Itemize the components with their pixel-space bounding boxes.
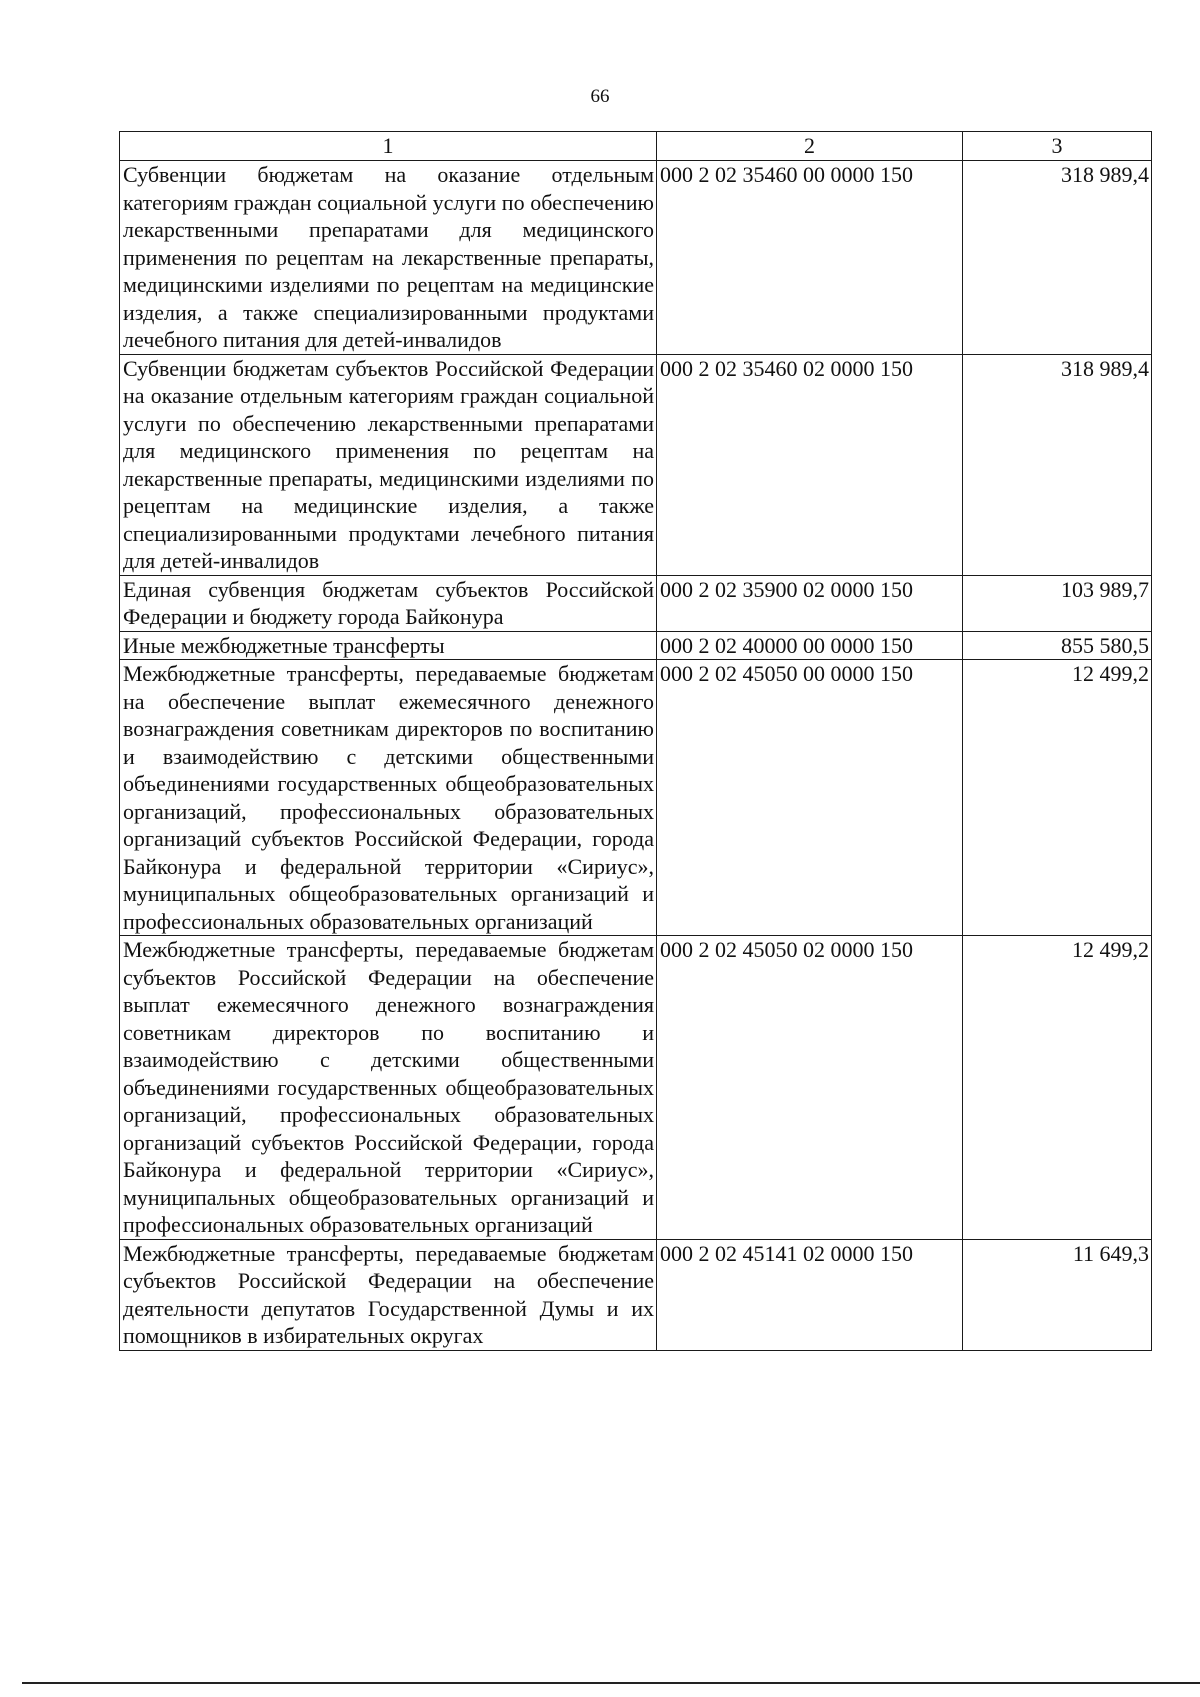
table-header-row	[120, 132, 1152, 161]
row-budget-code: 000 2 02 45141 02 0000 150	[657, 1239, 963, 1350]
row-amount: 318 989,4	[963, 161, 1152, 355]
row-amount: 12 499,2	[963, 660, 1152, 936]
row-budget-code: 000 2 02 45050 00 0000 150	[657, 660, 963, 936]
row-amount: 318 989,4	[963, 354, 1152, 575]
column-header-2: 2	[657, 132, 963, 161]
row-description: Единая субвенция бюджетам субъектов Российской Федерации и бюджету города Байконура	[120, 575, 657, 631]
table-row	[120, 1239, 1152, 1350]
table-row	[120, 660, 1152, 936]
row-description: Межбюджетные трансферты, передаваемые бюджетам субъектов Российской Федерации на обеспечение выплат ежемесячного денежного вознаграждения советникам директоров по воспитанию и взаимодействию с детскими общественными объединениями государственных общеобразовательных организаций, профессиональных образовательных организаций субъектов Российской Федерации, города Байконура и федеральной территории «Сириус», муниципальных общеобразовательных организаций и профессиональных образовательных организаций	[120, 936, 657, 1240]
row-description: Иные межбюджетные трансферты	[120, 631, 657, 660]
row-description: Субвенции бюджетам на оказание отдельным категориям граждан социальной услуги по обеспечению лекарственными препаратами для медицинского применения по рецептам на лекарственные препараты, медицинскими изделиями по рецептам на медицинские изделия, а также специализированными продуктами лечебного питания для детей-инвалидов	[120, 161, 657, 355]
row-amount: 11 649,3	[963, 1239, 1152, 1350]
table-row	[120, 354, 1152, 575]
table-row	[120, 575, 1152, 631]
row-budget-code: 000 2 02 40000 00 0000 150	[657, 631, 963, 660]
row-description: Межбюджетные трансферты, передаваемые бюджетам субъектов Российской Федерации на обеспечение деятельности депутатов Государственной Думы и их помощников в избирательных округах	[120, 1239, 657, 1350]
footer-rule	[22, 1682, 1200, 1684]
page-number: 66	[590, 86, 610, 107]
row-amount: 12 499,2	[963, 936, 1152, 1240]
row-description: Межбюджетные трансферты, передаваемые бюджетам на обеспечение выплат ежемесячного денежного вознаграждения советникам директоров по воспитанию и взаимодействию с детскими общественными объединениями государственных общеобразовательных организаций, профессиональных образовательных организаций субъектов Российской Федерации, города Байконура и федеральной территории «Сириус», муниципальных общеобразовательных организаций и профессиональных образовательных организаций	[120, 660, 657, 936]
row-budget-code: 000 2 02 45050 02 0000 150	[657, 936, 963, 1240]
table-row	[120, 161, 1152, 355]
row-budget-code: 000 2 02 35900 02 0000 150	[657, 575, 963, 631]
row-amount: 855 580,5	[963, 631, 1152, 660]
table-row	[120, 631, 1152, 660]
row-amount: 103 989,7	[963, 575, 1152, 631]
column-header-3: 3	[963, 132, 1152, 161]
row-budget-code: 000 2 02 35460 02 0000 150	[657, 354, 963, 575]
table-row	[120, 936, 1152, 1240]
budget-table	[119, 131, 1152, 1351]
row-budget-code: 000 2 02 35460 00 0000 150	[657, 161, 963, 355]
row-description: Субвенции бюджетам субъектов Российской Федерации на оказание отдельным категориям граждан социальной услуги по обеспечению лекарственными препаратами для медицинского применения по рецептам на лекарственные препараты, медицинскими изделиями по рецептам на медицинские изделия, а также специализированными продуктами лечебного питания для детей-инвалидов	[120, 354, 657, 575]
column-header-1: 1	[120, 132, 657, 161]
